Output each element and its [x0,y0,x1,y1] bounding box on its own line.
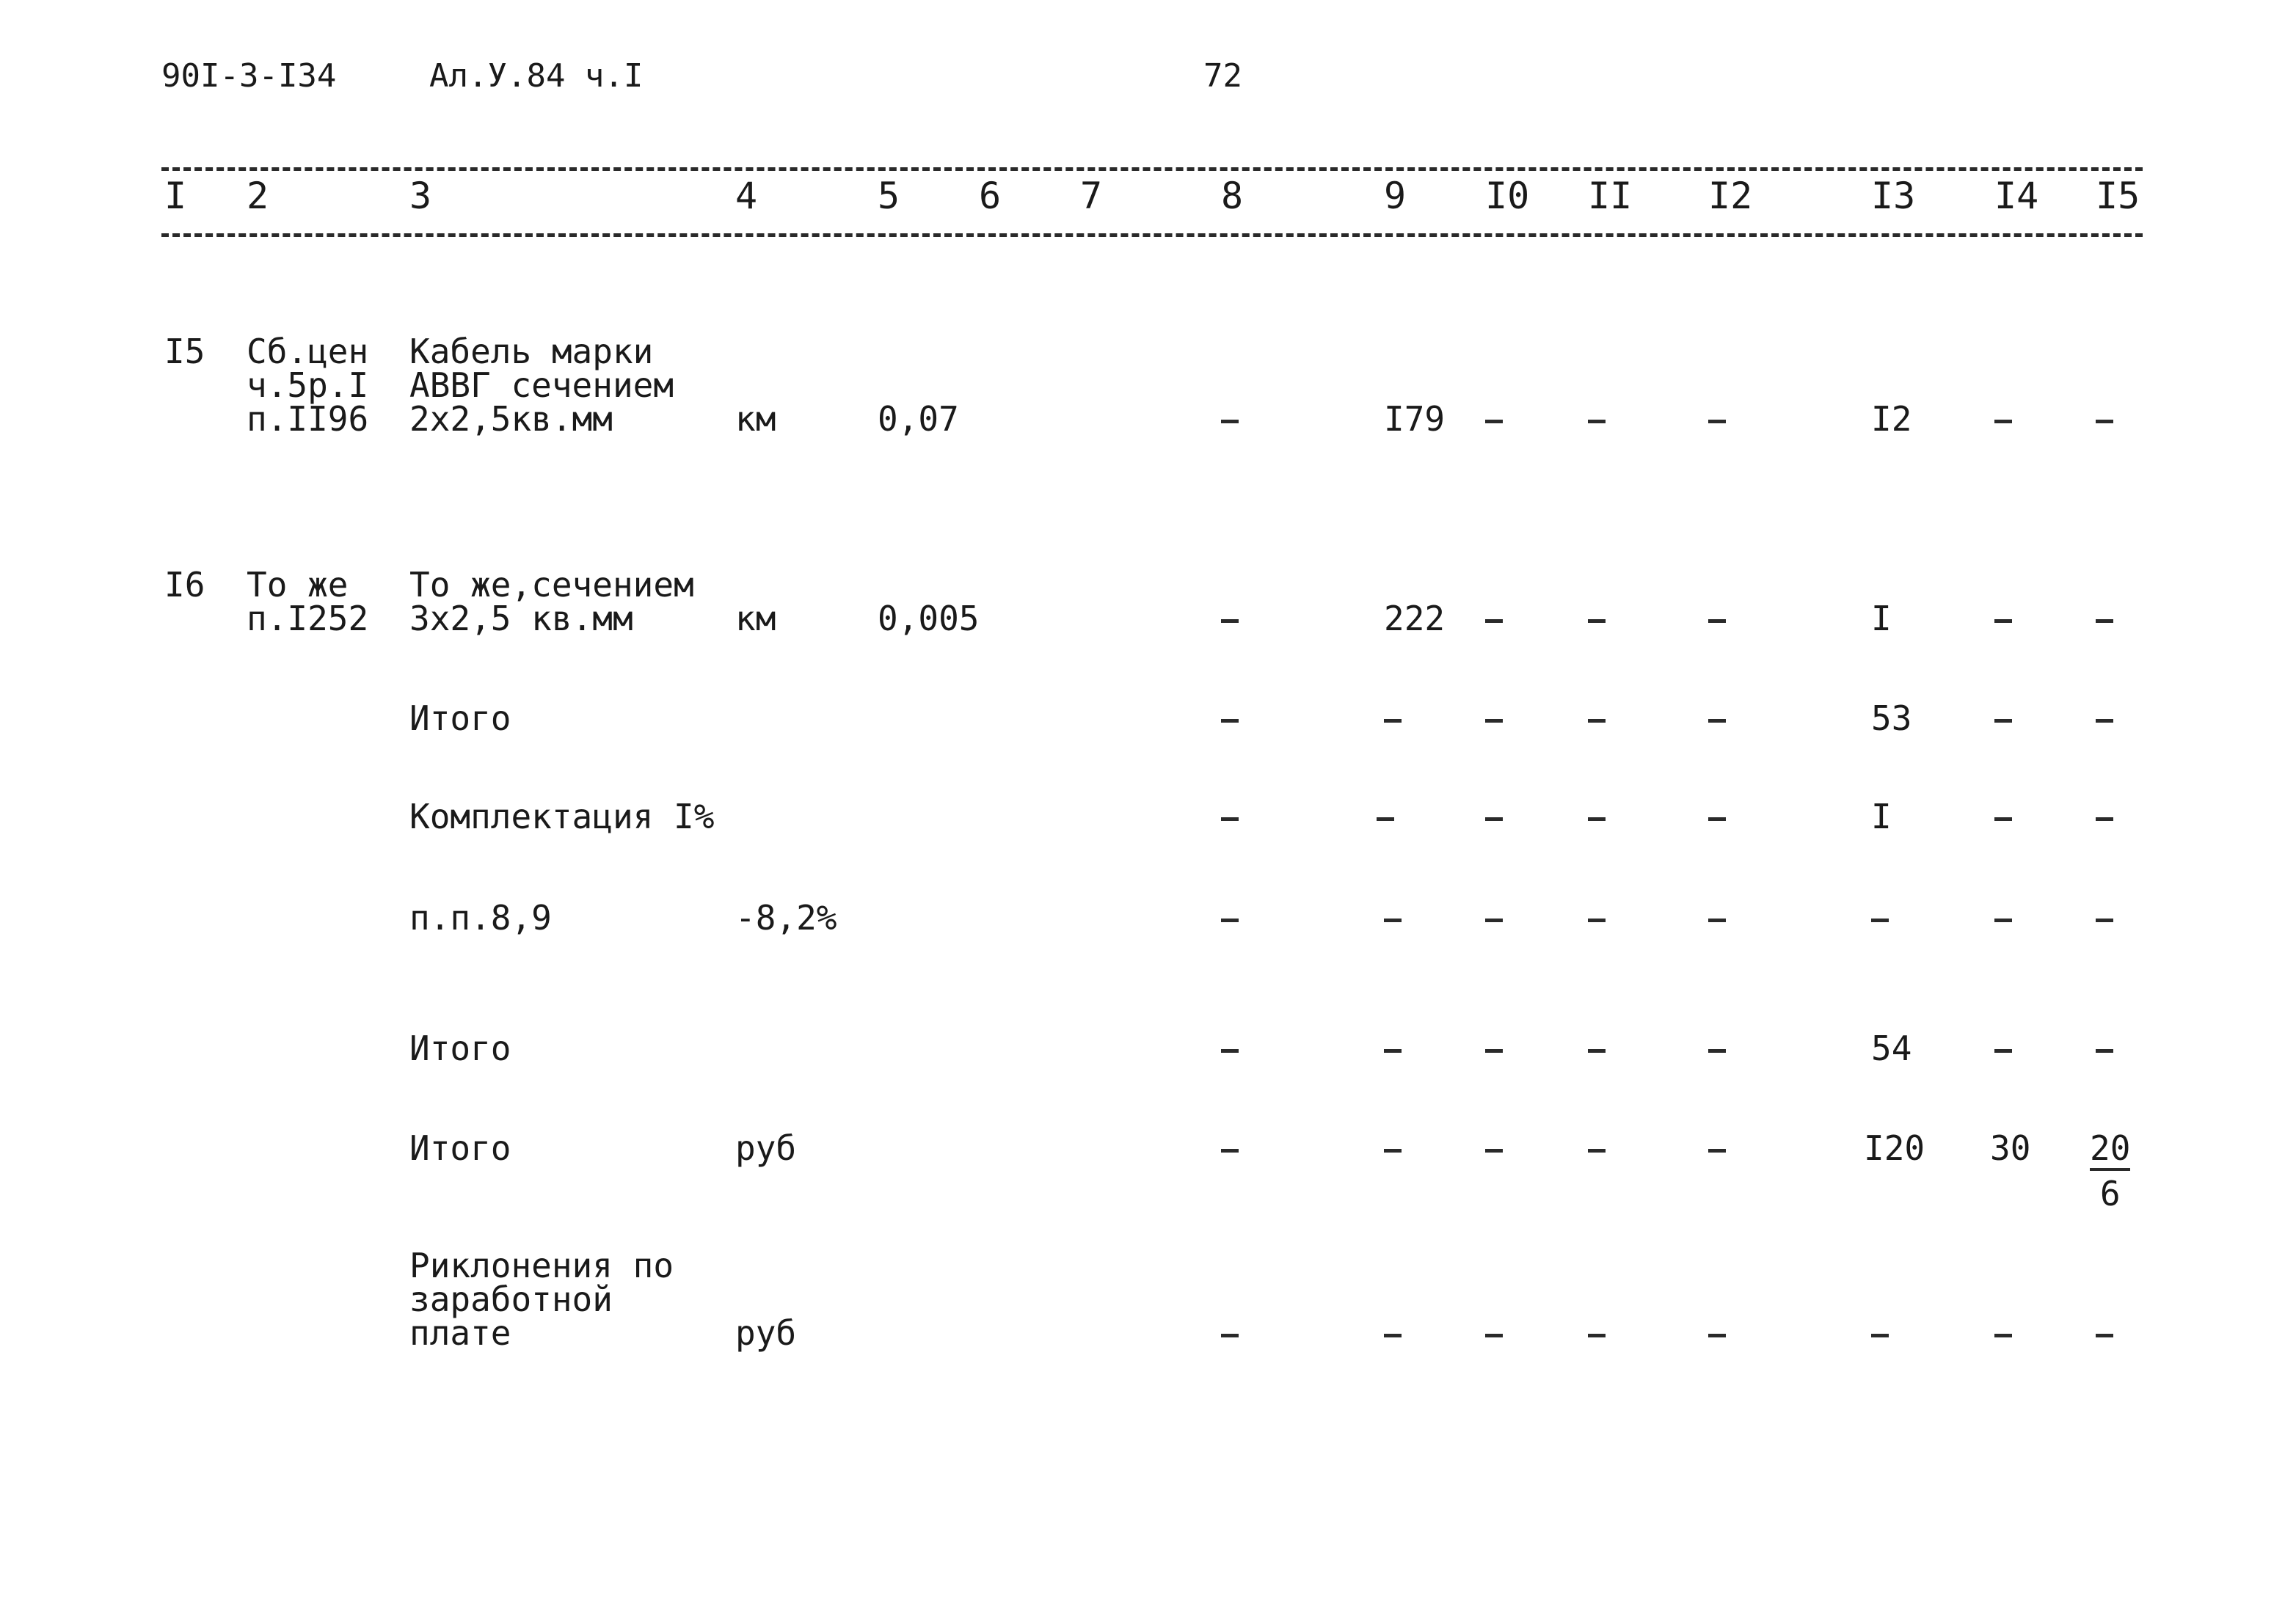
unit-cell: руб [735,1313,797,1353]
price-reference-line: ч.5р.I [247,365,369,405]
empty-dash [1708,1149,1726,1153]
empty-dash [1994,1334,2012,1337]
row-number: I5 [164,332,205,371]
empty-dash [1384,919,1402,922]
description-line: Кабель марки [409,332,654,371]
unit-cell: -8,2% [735,898,837,938]
value-cell: I [1871,797,1892,836]
fraction-numerator: 20 [2090,1131,2130,1171]
album-reference: Ал.У.84 ч.I [429,57,644,95]
empty-dash [1588,719,1606,723]
column-header: 7 [1080,175,1103,217]
empty-dash [1221,619,1239,623]
row-number: I6 [164,565,205,605]
price-reference-line: п.II96 [247,399,369,439]
value-cell: I20 [1864,1128,1925,1168]
description-line: п.п.8,9 [409,898,552,938]
value-cell: 53 [1871,698,1912,738]
value-cell: 54 [1871,1029,1912,1068]
value-cell: 222 [1384,599,1446,638]
value-cell: I2 [1871,399,1912,439]
empty-dash [1708,719,1726,723]
empty-dash [1485,919,1503,922]
empty-dash [1588,1149,1606,1153]
empty-dash [1485,420,1503,423]
empty-dash [2096,619,2113,623]
column-header: 3 [409,175,432,217]
empty-dash [1708,1049,1726,1053]
description-line: То же,сечением [409,565,694,605]
column-header: 6 [979,175,1002,217]
header-rule-top [161,167,2143,171]
price-reference-line: п.I252 [247,599,369,638]
description-line: 3х2,5 кв.мм [409,599,633,638]
header-rule-bottom [161,233,2143,237]
empty-dash [1384,1149,1402,1153]
empty-dash [2096,719,2113,723]
document-code: 90I-3-I34 [161,57,337,95]
subtotal-label: Итого [409,698,511,738]
column-header: I0 [1485,175,1530,217]
empty-dash [1708,619,1726,623]
empty-dash [2096,1049,2113,1053]
empty-dash [1485,619,1503,623]
total-label: Итого [409,1128,511,1168]
empty-dash [1377,817,1394,821]
value-cell: I [1871,599,1892,638]
value-cell: I79 [1384,399,1446,439]
column-header: I2 [1708,175,1753,217]
empty-dash [1994,420,2012,423]
description-line: плате [409,1313,511,1353]
fraction-value [2090,1128,2131,1213]
empty-dash [1588,817,1606,821]
empty-dash [1871,919,1889,922]
empty-dash [1871,1334,1889,1337]
empty-dash [1994,619,2012,623]
empty-dash [1708,919,1726,922]
empty-dash [1384,1049,1402,1053]
empty-dash [1588,919,1606,922]
empty-dash [1485,1049,1503,1053]
empty-dash [1708,420,1726,423]
empty-dash [1708,1334,1726,1337]
page-number: 72 [1203,57,1242,95]
empty-dash [2096,919,2113,922]
description-line: 2х2,5кв.мм [409,399,613,439]
empty-dash [1994,919,2012,922]
price-reference-line: Сб.цен [247,332,369,371]
fraction-denominator: 6 [2099,1174,2121,1213]
column-header: II [1588,175,1633,217]
empty-dash [1994,817,2012,821]
unit-cell: руб [735,1128,797,1168]
description-line: заработной [409,1279,613,1319]
column-header: 2 [247,175,269,217]
empty-dash [1588,1334,1606,1337]
unit-cell: км [735,599,776,638]
column-header: I5 [2096,175,2140,217]
subtotal-label: Итого [409,1029,511,1068]
empty-dash [1221,1049,1239,1053]
empty-dash [2096,1334,2113,1337]
empty-dash [1588,619,1606,623]
empty-dash [1221,1334,1239,1337]
empty-dash [1221,420,1239,423]
empty-dash [1588,420,1606,423]
empty-dash [1221,1149,1239,1153]
empty-dash [1485,817,1503,821]
column-header: I3 [1871,175,1916,217]
empty-dash [1221,919,1239,922]
empty-dash [2096,817,2113,821]
empty-dash [2096,420,2113,423]
column-header: I [164,175,187,217]
column-header: I4 [1994,175,2039,217]
value-cell: 30 [1990,1128,2031,1168]
price-reference-line: То же [247,565,349,605]
unit-cell: км [735,399,776,439]
column-header: 8 [1221,175,1244,217]
column-header: 5 [878,175,900,217]
column-header: 4 [735,175,758,217]
empty-dash [1588,1049,1606,1053]
empty-dash [1384,719,1402,723]
column-header: 9 [1384,175,1407,217]
empty-dash [1994,1049,2012,1053]
empty-dash [1994,719,2012,723]
description-line: Комплектация I% [409,797,715,836]
empty-dash [1485,719,1503,723]
quantity-cell: 0,005 [878,599,980,638]
quantity-cell: 0,07 [878,399,959,439]
empty-dash [1384,1334,1402,1337]
description-line: АВВГ сечением [409,365,674,405]
description-line: Риклонения по [409,1246,674,1285]
empty-dash [1708,817,1726,821]
empty-dash [1221,817,1239,821]
empty-dash [1485,1149,1503,1153]
empty-dash [1485,1334,1503,1337]
empty-dash [1221,719,1239,723]
